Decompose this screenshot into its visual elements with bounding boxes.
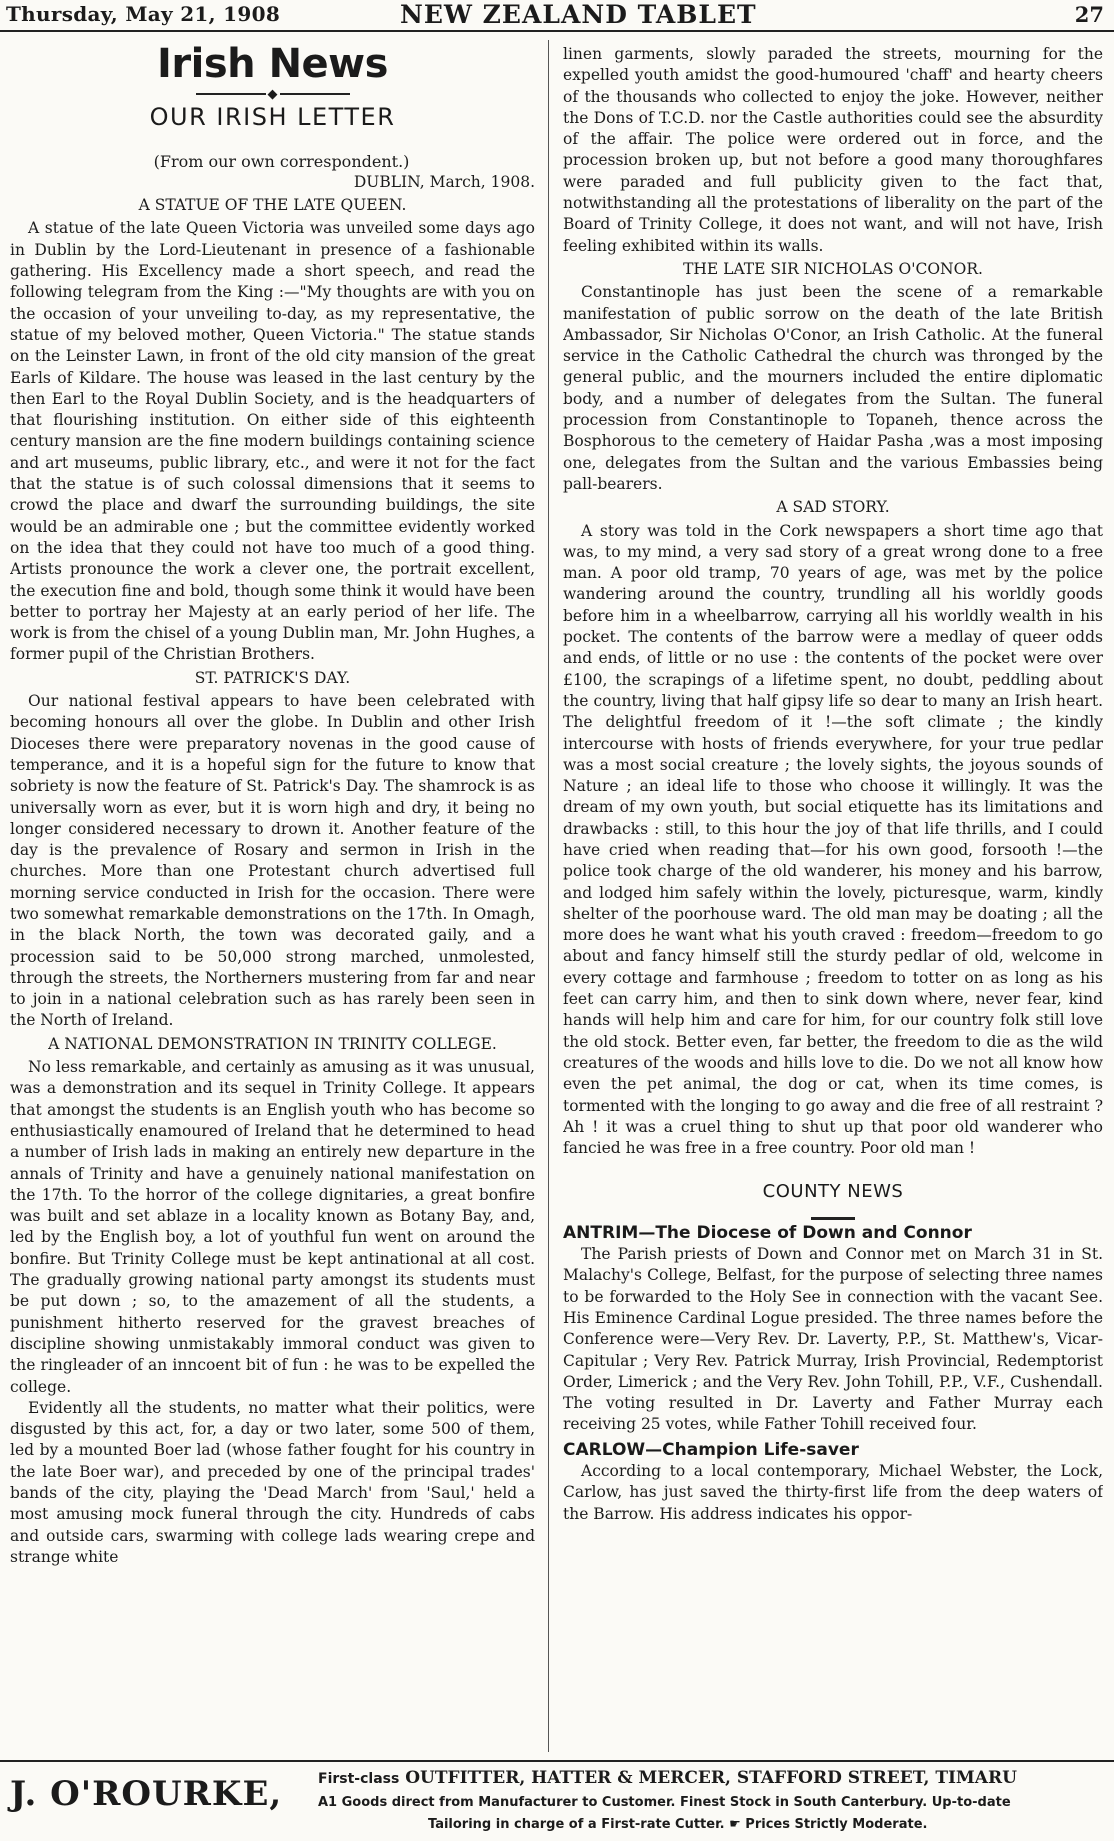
pointing-hand-icon: ☛	[729, 1817, 741, 1832]
ad-business-name: J. O'ROURKE,	[10, 1774, 283, 1814]
issue-date: Thursday, May 21, 1908	[6, 2, 281, 26]
article-paragraph: A story was told in the Cork newspapers a short time ago that was, to my mind, a very sad story of a great wrong done to a free man. A poor old tramp, 70 years of age, was met by the police wandering around the country, trundling all his worldly goods before him in a wheelbarrow, carrying all his worldly wealth in his pocket. The contents of the barrow were a medlay of queer odds and ends, of little or no use : the contents of the pocket were over £100, the scrapings of a lifetime spent, no doubt, peddling about the country, living that half gipsy life so dear to many an Irish heart. The delightful freedom of it !—the soft climate ; the kindly intercourse with hosts of friends everywhere, for your true pedlar was a most social creature ; the lovely sights, the joyous sounds of Nature ; an ideal life to those who choose it willingly. It was the dream of my own youth, but social etiquette has its limitations and drawbacks : still, to this hour the joy of that life thrills, and I could have cried when reading that—for his own good, forsooth !—the police took charge of the old wanderer, his money and his barrow, and lodged him safely within the lovely, picturesque, warm, kindly shelter of the poorhouse ward. The old man may be doating ; all the more does he want what his youth craved : freedom—freedom to go about and fancy himself still the sturdy pedlar of old, welcome in every cottage and farmhouse ; freedom to totter on as long as his feet can carry him, and then to sink down where, never fear, kind hands will help him and care for him, for our country folk still love the old stock. Better even, far better, the freedom to die as the wild creatures of the woods and hills love to die. Do we not all know how even the pet animal, the dog or cat, when its time comes, is tormented with the longing to go away and die free of all restraint ? Ah ! it was a cruel thing to shut up that poor old wanderer who fancied he was free in a free country. Poor old man !	[563, 521, 1103, 1158]
article-paragraph: Constantinople has just been the scene of a remarkable manifestation of public sorrow on the death of the late British Ambassador, Sir Nicholas O'Conor, an Irish Catholic. At the funeral service in the Catholic Cathedral the church was thronged by the general public, and the mourners included the entire diplomatic body, and a number of delegates from the Sultan. The funeral procession from Constantinople to Topaneh, thence across the Bosphorous to the cemetery of Haidar Pasha ,was a most imposing one, delegates from the Sultan and the various Embassies being pall-bearers.	[563, 283, 1103, 493]
ad-line-1	[318, 1768, 1017, 1788]
ad-line-2: A1 Goods direct from Manufacturer to Customer. Finest Stock in South Canterbury. Up-to-date	[318, 1795, 1011, 1810]
article-paragraph: A statue of the late Queen Victoria was unveiled some days ago in Dublin by the Lord-Lieutenant in presence of a fashionable gathering. His Excellency made a short speech, and read the following telegram from the King :—"My thoughts are with you on the occasion of your unveiling to-day, as my representative, the statue of my beloved mother, Queen Victoria." The statue stands on the Leinster Lawn, in front of the old city mansion of the great Earls of Kildare. The house was leased in the last century by the then Earl to the Royal Dublin Society, and is the headquarters of that flourishing institution. On either side of this eighteenth century mansion are the fine modern buildings containing science and art museums, public library, etc., and were it not for the fact that the statue is of such colossal dimensions that it seems to crowd the place and dwarf the surrounding buildings, the site would be an admirable one ; but the committee evidently worked on the idea that they could not have too much of a good thing. Artists pronounce the work a clever one, the portrait excellent, the execution fine and bold, though some think it would have been better to portray her Majesty at an early period of her life. The work is from the chisel of a young Dublin man, Mr. John Hughes, a former pupil of the Christian Brothers.	[10, 219, 535, 664]
subhead-trinity: A NATIONAL DEMONSTRATION IN TRINITY COLLEGE.	[48, 1034, 497, 1053]
ad-line-3-prices: Prices Strictly Moderate.	[745, 1817, 928, 1832]
section-title: Irish News	[157, 44, 388, 87]
column-rule	[548, 40, 549, 1752]
byline: (From our own correspondent.)	[153, 151, 410, 171]
subhead-antrim: ANTRIM—The Diocese of Down and Connor	[563, 1222, 972, 1243]
article-paragraph: The Parish priests of Down and Connor met on March 31 in St. Malachy's College, Belfast, for the purpose of selecting three names to be forwarded to the Holy See in connection with the vacant See. His Eminence Cardinal Logue presided. The three names before the Conference were—Very Rev. Dr. Laverty, P.P., St. Matthew's, Vicar-Capitular ; Very Rev. Patrick Murray, Irish Provincial, Redemptorist Order, Limerick ; and the Very Rev. John Tohill, P.P., V.F., Cushendall. The voting resulted in Dr. Laverty and Father Murray each receiving 25 votes, while Father Tohill received four.	[563, 1245, 1103, 1434]
subhead-carlow: CARLOW—Champion Life-saver	[563, 1439, 859, 1460]
article-paragraph: According to a local contemporary, Michael Webster, the Lock, Carlow, has just saved the thirty-first life from the deep waters of the Barrow. His address indicates his oppor-	[563, 1462, 1103, 1523]
subhead-st-patricks: ST. PATRICK'S DAY.	[194, 668, 351, 687]
page-number: 27	[1074, 2, 1104, 27]
title-ornament	[10, 83, 535, 102]
county-news-title: COUNTY NEWS	[762, 1181, 904, 1203]
right-column	[563, 44, 1103, 1756]
article-paragraph: linen garments, slowly paraded the streets, mourning for the expelled youth amidst the good-humoured 'chaff' and hearty cheers of the thousands who collected to enjoy the joke. However, neither the Dons of T.C.D. nor the Castle authorities could see the absurdity of the affair. The police were ordered out in force, and the procession broken up, but not before a good many thoroughfares were paraded and full publicity given to the fact that, notwithstanding all the protestations of liberality on the part of the Board of Trinity College, it does not want, and will not have, Irish feeling exhibited within its walls.	[563, 45, 1103, 255]
ad-line-1-text: OUTFITTER, HATTER & MERCER, STAFFORD STREET, TIMARU	[405, 1768, 1017, 1788]
dateline: DUBLIN, March, 1908.	[353, 172, 535, 191]
masthead	[0, 0, 1114, 32]
ad-line-3	[428, 1817, 927, 1832]
newspaper-title: NEW ZEALAND TABLET	[400, 0, 757, 29]
article-paragraph: No less remarkable, and certainly as amusing as it was unusual, was a demonstration and its sequel in Trinity College. It appears that amongst the students is an English youth who has become so enthusiastically enamoured of Ireland that he determined to head a number of Irish lads in making an entirely new departure in the annals of Trinity and have a genuinely national manifestation on the 17th. To the horror of the college dignitaries, a great bonfire was built and set ablaze in a locality known as Botany Bay, and, led by the English boy, a lot of youthful fun went on around the bonfire. But Trinity College must be kept antinational at all cost. The gradually growing national party amongst its students must be put down ; so, to the amazement of all the students, a punishment hitherto reserved for the gravest breaches of discipline showing unmistakably immoral conduct was given to the ringleader of an inncoent bit of fun : he was to be expelled the college.	[10, 1058, 535, 1396]
diamond-icon: ◆	[267, 86, 278, 102]
ad-line-3-text: Tailoring in charge of a First-rate Cutter.	[428, 1817, 725, 1832]
subhead-sad-story: A SAD STORY.	[776, 498, 890, 517]
article-paragraph: Evidently all the students, no matter what their politics, were disgusted by this act, for, a day or two later, some 500 of them, led by a mounted Boer lad (whose father fought for his country in the late Boer war), and preceded by one of the principal trades' bands of the city, playing the 'Dead March' from 'Saul,' held a most amusing mock funeral through the city. Hundreds of cabs and outside cars, swarming with college lads wearing crepe and strange white	[10, 1398, 535, 1566]
letter-title: OUR IRISH LETTER	[149, 103, 396, 132]
subhead-statue: A STATUE OF THE LATE QUEEN.	[138, 196, 407, 215]
ad-line-1-prefix: First-class	[318, 1771, 400, 1787]
subhead-oconor: THE LATE SIR NICHOLAS O'CONOR.	[683, 259, 983, 278]
advertisement	[0, 1760, 1114, 1841]
left-column	[10, 44, 535, 1756]
article-paragraph: Our national festival appears to have been celebrated with becoming honours all over the globe. In Dublin and other Irish Dioceses there were preparatory novenas in the good cause of temperance, and it is a hopeful sign for the future to know that sobriety is now the feature of St. Patrick's Day. The shamrock is as universally worn as ever, but it is worn high and dry, it being no longer considered necessary to drown it. Another feature of the day is the prevalence of Rosary and sermon in Irish in the churches. More than one Protestant church advertised full morning service conducted in Irish for the occasion. There were two somewhat remarkable demonstrations on the 17th. In Omagh, in the black North, the town was decorated gaily, and a procession said to be 50,000 strong marched, unmolested, through the streets, the Northerners mustering from far and near to join in a national celebration such as has rarely been seen in the North of Ireland.	[10, 692, 535, 1030]
county-ornament	[563, 1205, 1103, 1215]
